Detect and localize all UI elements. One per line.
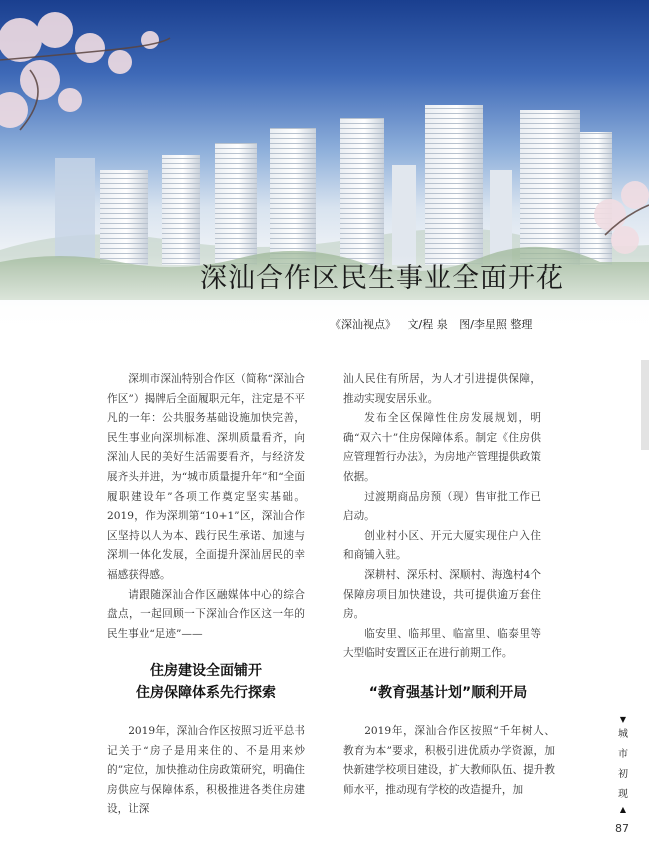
paragraph: 临安里、临邦里、临富里、临泰里等大型临时安置区正在进行前期工作。 (343, 627, 541, 660)
column-left-bottom (107, 722, 305, 820)
paragraph: 创业村小区、开元大厦实现住户入住和商铺入驻。 (343, 529, 541, 562)
paragraph: 汕人民住有所居，为人才引进提供保障，推动实现安居乐业。 (343, 373, 541, 405)
triangle-down-icon: ▼ (619, 715, 627, 724)
column-left-top (107, 370, 305, 644)
paragraph: 深圳市深汕特别合作区（简称“深汕合作区”）揭牌后全面履职元年，注定是不平凡的一年：公共服务基础设施加快完善，民生事业向深圳标准、深圳质量看齐，向深汕人民的美好生活需要看齐，与经济发展齐头并进，为“城市质量提升年”和“全面履职建设年”各项工作奠定坚实基础。2019，作为深圳第“10+1”区，深汕合作区坚持以人为本、践行民生承诺、加速与深圳一体化发展，全面提升深汕居民的幸福感获得感。 (107, 373, 305, 581)
paragraph: 发布全区保障性住房发展规划，明确“双六十”住房保障体系。制定《住房供应管理暂行办法》，为房地产管理提供政策依据。 (343, 412, 541, 483)
paragraph: 2019年，深汕合作区按照习近平总书记关于“房子是用来住的、不是用来炒的”定位，加快推动住房政策研究，明确住房供应与保障体系，积极推进各类住房建设，让深 (107, 725, 305, 816)
side-char: 市 (618, 749, 628, 760)
column-right-top (343, 370, 541, 664)
byline (330, 316, 540, 332)
article-title: 深汕合作区民生事业全面开花 (200, 263, 564, 294)
side-char: 城 (618, 729, 628, 740)
page-edge-tab (641, 360, 649, 450)
section-heading-line: 住房保障体系先行探索 (136, 685, 276, 701)
byline-author: 文/程 泉 (407, 318, 448, 331)
section-heading-education: “教育强基计划”顺利开局 (368, 685, 528, 701)
byline-source: 《深汕视点》 (330, 318, 396, 331)
section-heading-line: 住房建设全面铺开 (150, 663, 262, 679)
column-right-bottom (343, 722, 555, 800)
side-char: 现 (618, 789, 628, 800)
paragraph: 过渡期商品房预（现）售审批工作已启动。 (343, 490, 541, 523)
paragraph: 深耕村、深乐村、深顺村、海逸村4个保障房项目加快建设，共可提供逾万套住房。 (343, 568, 541, 621)
paragraph: 2019年，深汕合作区按照“千年树人、教育为本”要求，积极引进优质办学资源，加快新建学校项目建设，扩大教师队伍、提升教师水平，推动现有学校的改造提升，加 (343, 725, 555, 796)
section-side-label (615, 715, 631, 815)
triangle-up-icon: ▲ (619, 805, 627, 814)
paragraph: 请跟随深汕合作区融媒体中心的综合盘点，一起回顾一下深汕合作区这一年的民生事业“足迹”—— (107, 588, 305, 640)
page-number: 87 (615, 822, 629, 835)
section-heading-housing (107, 660, 305, 704)
byline-photo: 图/李星照 整理 (459, 318, 533, 331)
side-char: 初 (618, 769, 628, 780)
